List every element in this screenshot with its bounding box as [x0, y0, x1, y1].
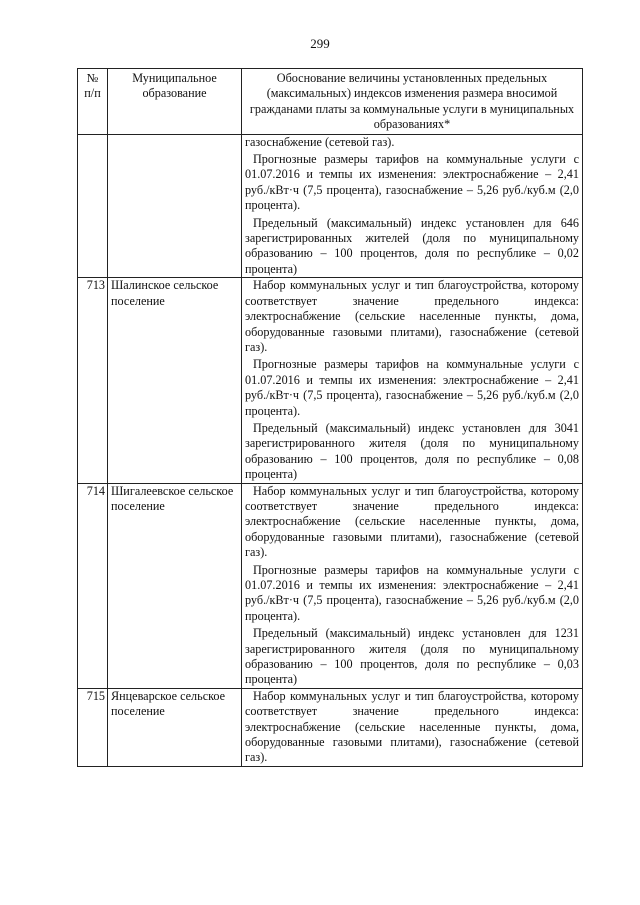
- row-justification: [242, 134, 583, 278]
- header-number: № п/п: [78, 69, 108, 135]
- tariff-table: [77, 68, 583, 767]
- row-number: 715: [78, 688, 108, 766]
- row-justification: [242, 688, 583, 766]
- paragraph: Предельный (максимальный) индекс установлен для 1231 зарегистрированного жителя (доля по муниципальному образованию – 100 процентов, доля по республике – 0,03 процента): [245, 626, 579, 687]
- row-municipality: Шалинское сельское поселение: [108, 278, 242, 483]
- row-municipality: [108, 134, 242, 278]
- table-row-continuation: [78, 134, 583, 278]
- table-row: [78, 688, 583, 766]
- header-justification: Обоснование величины установленных предельных (максимальных) индексов изменения размера вносимой гражданами платы за коммунальные услуги в муниципальных образованиях*: [242, 69, 583, 135]
- row-justification: [242, 483, 583, 688]
- paragraph: Прогнозные размеры тарифов на коммунальные услуги с 01.07.2016 и темпы их изменения: электроснабжение – 2,41 руб./кВт·ч (7,5 процента), газоснабжение – 5,26 руб./куб.м (2,0 процента).: [245, 562, 579, 623]
- paragraph: Набор коммунальных услуг и тип благоустройства, которому соответствует значение предельного индекса: электроснабжение (сельские населенные пункты, дома, оборудованные газовыми плитами), газоснабжение (сетевой газ).: [245, 483, 579, 560]
- paragraph: Прогнозные размеры тарифов на коммунальные услуги с 01.07.2016 и темпы их изменения: электроснабжение – 2,41 руб./кВт·ч (7,5 процента), газоснабжение – 5,26 руб./куб.м (2,0 процента).: [245, 357, 579, 418]
- table-row: [78, 278, 583, 483]
- paragraph: Набор коммунальных услуг и тип благоустройства, которому соответствует значение предельного индекса: электроснабжение (сельские населенные пункты, дома, оборудованные газовыми плитами), газоснабжение (сетевой газ).: [245, 278, 579, 354]
- paragraph: Прогнозные размеры тарифов на коммунальные услуги с 01.07.2016 и темпы их изменения: электроснабжение – 2,41 руб./кВт·ч (7,5 процента), газоснабжение – 5,26 руб./куб.м (2,0 процента).: [245, 152, 579, 213]
- paragraph: газоснабжение (сетевой газ).: [245, 134, 395, 149]
- paragraph: Предельный (максимальный) индекс установлен для 3041 зарегистрированного жителя (доля по муниципальному образованию – 100 процентов, доля по республике – 0,08 процента): [245, 420, 579, 482]
- row-number: [78, 134, 108, 278]
- row-municipality: Янцеварское сельское поселение: [108, 688, 242, 766]
- header-municipality: Муниципальное образование: [108, 69, 242, 135]
- row-number: 714: [78, 483, 108, 688]
- row-number: 713: [78, 278, 108, 483]
- table-header-row: [78, 69, 583, 135]
- page-number: 299: [310, 36, 330, 51]
- paragraph: Предельный (максимальный) индекс установлен для 646 зарегистрированных жителей (доля по муниципальному образованию – 100 процентов, доля по республике – 0,02 процента): [245, 215, 579, 276]
- row-justification: [242, 278, 583, 483]
- table-row: [78, 483, 583, 688]
- paragraph: Набор коммунальных услуг и тип благоустройства, которому соответствует значение предельного индекса: электроснабжение (сельские населенные пункты, дома, оборудованные газовыми плитами), газоснабжение (сетевой газ).: [245, 688, 579, 765]
- row-municipality: Шигалеевское сельское поселение: [108, 483, 242, 688]
